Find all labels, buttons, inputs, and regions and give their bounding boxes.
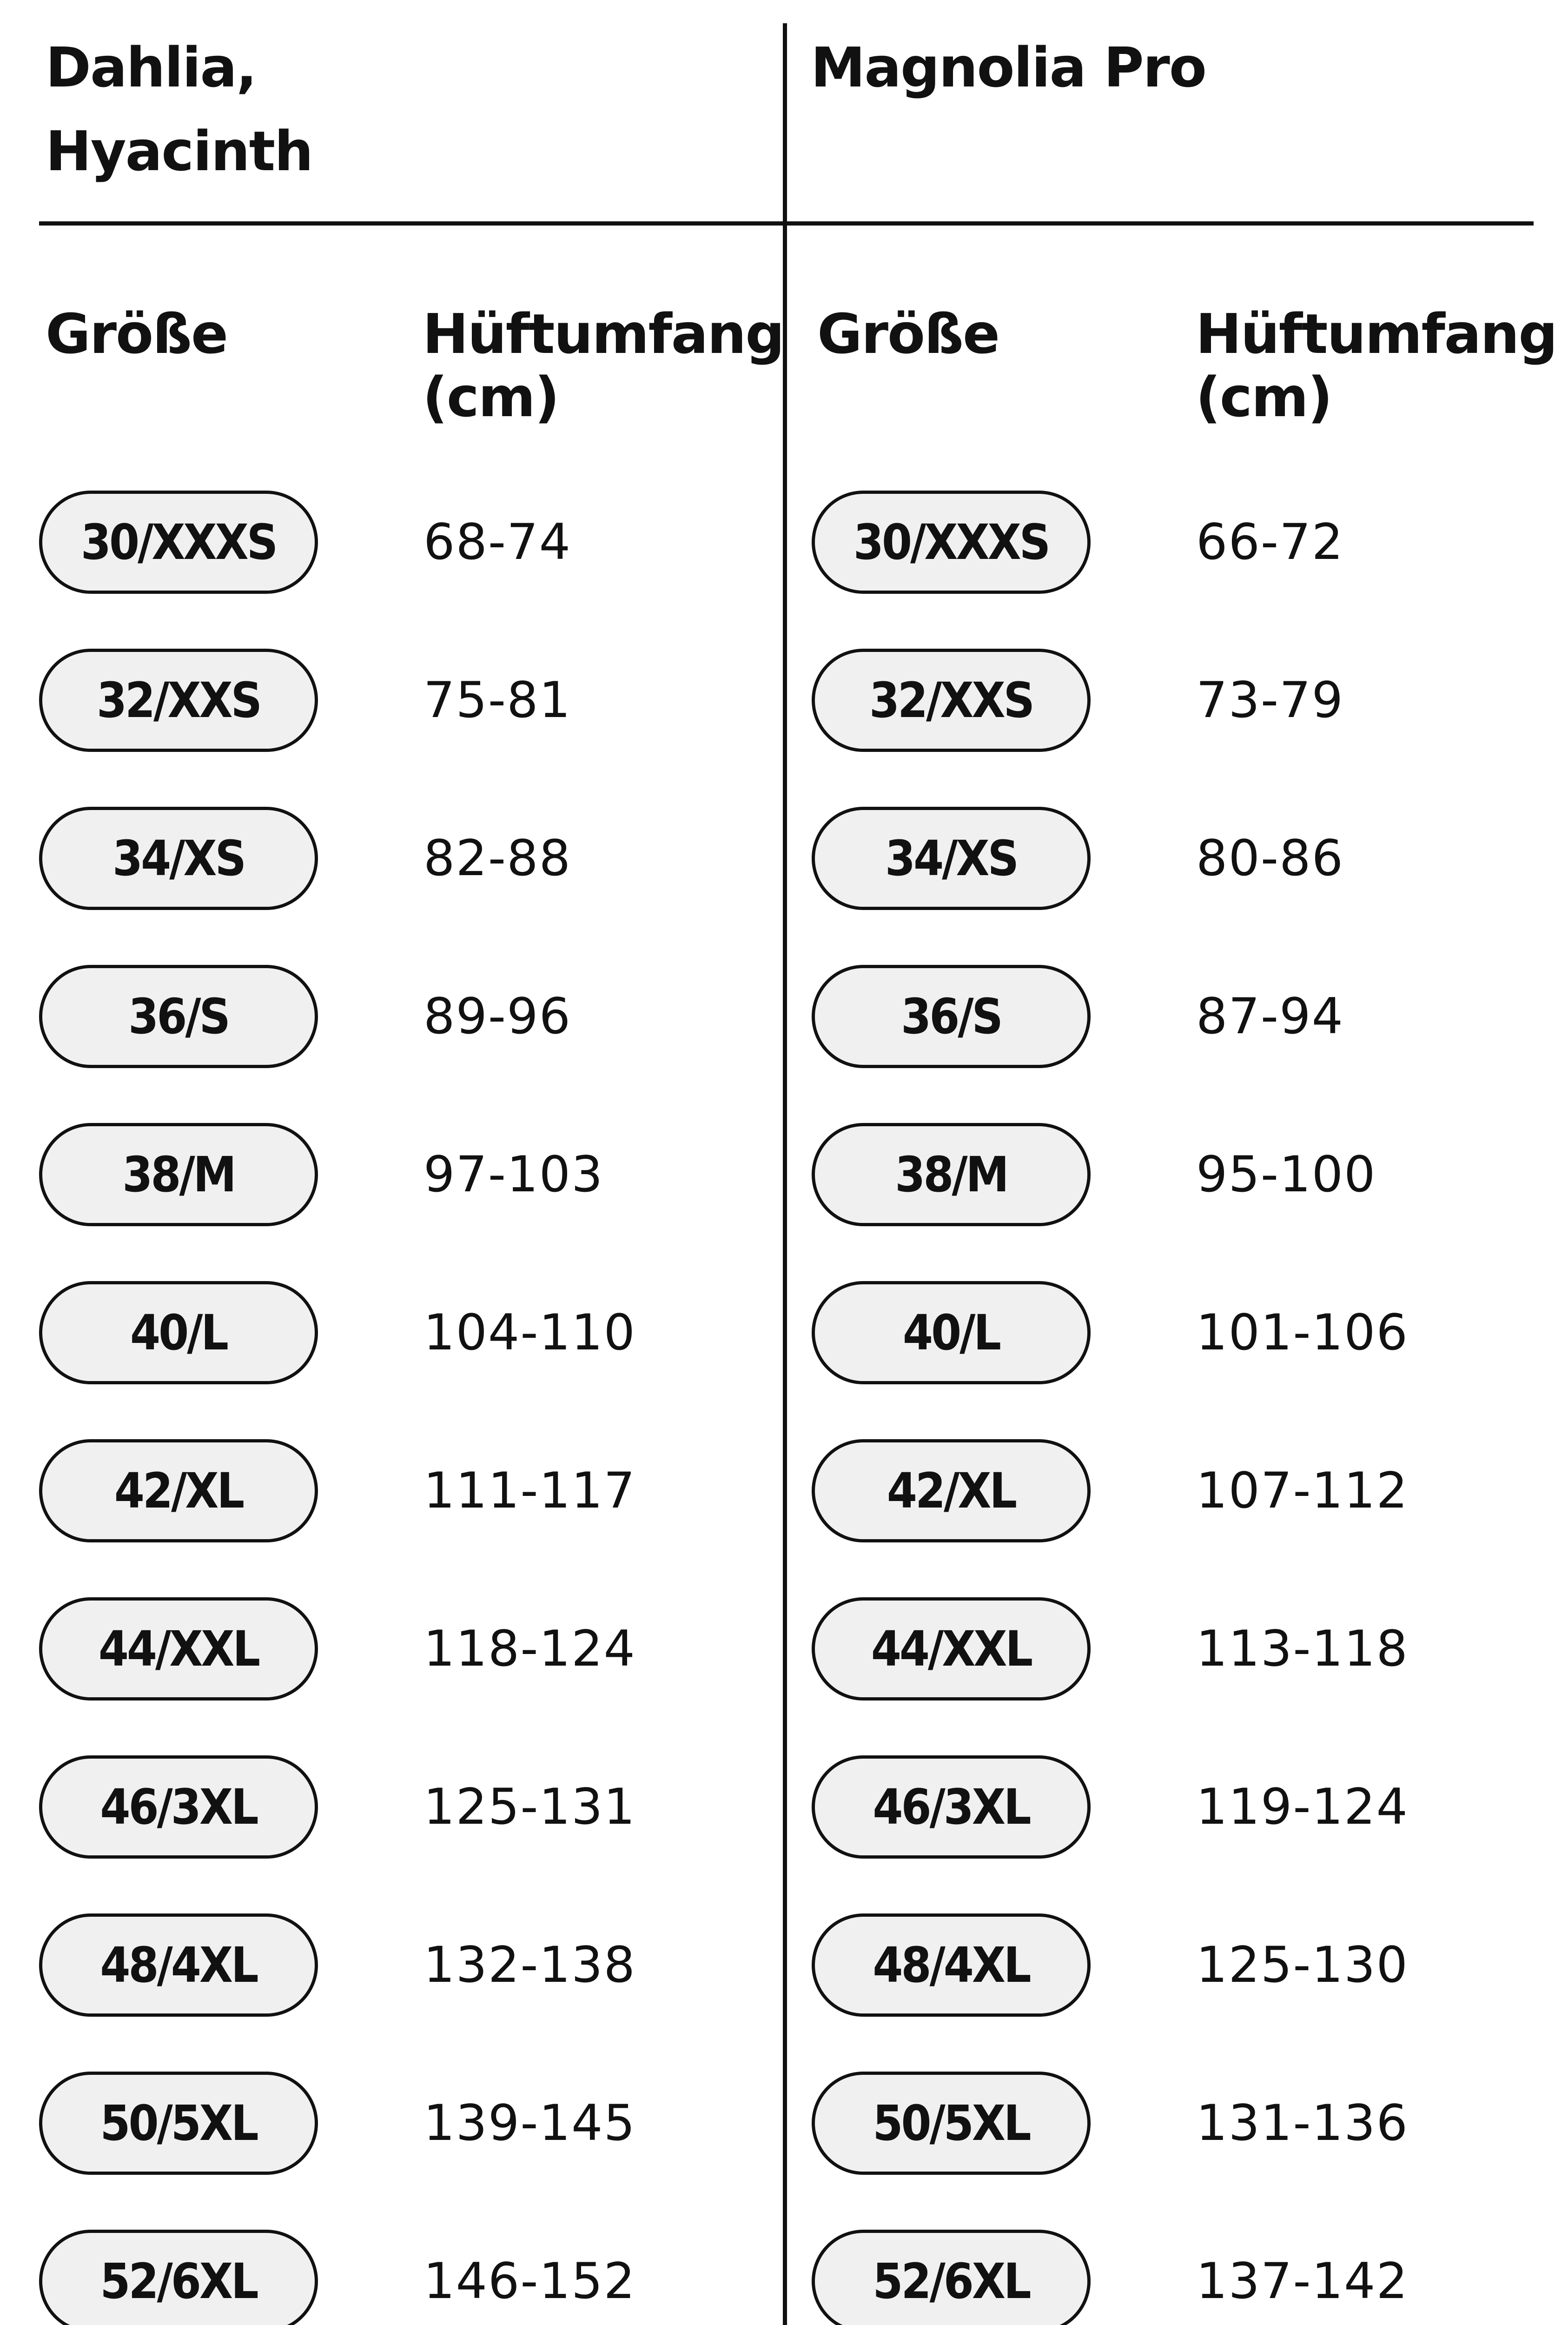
table-row bbox=[812, 1123, 1555, 1281]
size-pill bbox=[812, 491, 1091, 594]
size-pill bbox=[39, 1439, 318, 1542]
hip-range: 66-72 bbox=[1196, 513, 1344, 571]
hip-range: 101-106 bbox=[1196, 1304, 1409, 1361]
size-pill bbox=[812, 1597, 1091, 1701]
size-rows bbox=[39, 491, 783, 2325]
size-pill bbox=[39, 1281, 318, 1384]
size-pill bbox=[812, 807, 1091, 910]
size-label: 34/XS bbox=[885, 830, 1017, 887]
hip-range: 75-81 bbox=[423, 671, 572, 729]
size-label: 38/M bbox=[122, 1146, 235, 1203]
table-row bbox=[39, 1439, 783, 1597]
table-row bbox=[812, 649, 1555, 807]
table-row bbox=[39, 491, 783, 649]
size-label: 50/5XL bbox=[100, 2095, 257, 2152]
hip-range: 113-118 bbox=[1196, 1620, 1409, 1677]
size-label: 36/S bbox=[128, 988, 229, 1045]
hip-range: 125-130 bbox=[1196, 1936, 1409, 1993]
hip-range: 139-145 bbox=[423, 2094, 636, 2152]
size-rows bbox=[812, 491, 1555, 2325]
size-pill bbox=[39, 807, 318, 910]
size-label: 36/S bbox=[901, 988, 1001, 1045]
table-row bbox=[39, 1597, 783, 1755]
hip-range: 104-110 bbox=[423, 1304, 636, 1361]
size-label: 40/L bbox=[130, 1304, 227, 1361]
table-row bbox=[812, 965, 1555, 1123]
table-row bbox=[39, 2230, 783, 2325]
size-label: 52/6XL bbox=[100, 2253, 257, 2310]
size-pill bbox=[812, 2072, 1091, 2175]
size-pill bbox=[39, 1123, 318, 1226]
hip-range: 137-142 bbox=[1196, 2252, 1409, 2310]
hip-range: 132-138 bbox=[423, 1936, 636, 1993]
table-row bbox=[39, 965, 783, 1123]
size-label: 44/XXL bbox=[871, 1621, 1032, 1677]
table-row bbox=[39, 1755, 783, 1913]
size-pill bbox=[812, 1439, 1091, 1542]
table-row bbox=[812, 1281, 1555, 1439]
hip-range: 87-94 bbox=[1196, 988, 1344, 1045]
size-label: 30/XXXS bbox=[80, 514, 277, 571]
hip-range: 89-96 bbox=[423, 988, 572, 1045]
size-pill bbox=[39, 1597, 318, 1701]
size-label: 44/XXL bbox=[98, 1621, 259, 1677]
table-row bbox=[39, 1913, 783, 2072]
hip-range: 97-103 bbox=[423, 1146, 604, 1203]
hip-range: 68-74 bbox=[423, 513, 572, 571]
table-title: Magnolia Pro bbox=[811, 35, 1206, 100]
size-table-dahlia-hyacinth bbox=[39, 0, 783, 2325]
size-label: 34/XS bbox=[112, 830, 245, 887]
table-row bbox=[39, 1281, 783, 1439]
table-row bbox=[812, 1913, 1555, 2072]
hip-range: 107-112 bbox=[1196, 1462, 1409, 1519]
hip-range: 125-131 bbox=[423, 1778, 636, 1835]
size-label: 52/6XL bbox=[873, 2253, 1030, 2310]
hip-range: 73-79 bbox=[1196, 671, 1344, 729]
size-label: 40/L bbox=[903, 1304, 999, 1361]
size-pill bbox=[812, 649, 1091, 752]
hip-range: 131-136 bbox=[1196, 2094, 1409, 2152]
hip-range: 146-152 bbox=[423, 2252, 636, 2310]
table-row bbox=[39, 807, 783, 965]
hip-range: 82-88 bbox=[423, 830, 572, 887]
size-pill bbox=[39, 965, 318, 1068]
hip-column-header: Hüftumfang (cm) bbox=[1196, 302, 1557, 429]
hip-range: 80-86 bbox=[1196, 830, 1344, 887]
size-pill bbox=[812, 2230, 1091, 2325]
size-pill bbox=[812, 965, 1091, 1068]
table-row bbox=[812, 2072, 1555, 2230]
hip-range: 111-117 bbox=[423, 1462, 636, 1519]
size-label: 38/M bbox=[895, 1146, 1007, 1203]
size-pill bbox=[812, 1123, 1091, 1226]
table-row bbox=[812, 1439, 1555, 1597]
table-title: Dahlia, Hyacinth bbox=[46, 35, 313, 183]
table-row bbox=[39, 1123, 783, 1281]
size-label: 32/XXS bbox=[96, 672, 261, 729]
table-row bbox=[39, 649, 783, 807]
table-row bbox=[812, 2230, 1555, 2325]
table-row bbox=[812, 1755, 1555, 1913]
size-label: 46/3XL bbox=[873, 1779, 1030, 1835]
hip-range: 118-124 bbox=[423, 1620, 636, 1677]
size-label: 42/XL bbox=[887, 1462, 1016, 1519]
size-label: 48/4XL bbox=[100, 1937, 257, 1993]
size-pill bbox=[812, 1281, 1091, 1384]
size-pill bbox=[39, 2072, 318, 2175]
hip-column-header: Hüftumfang (cm) bbox=[423, 302, 784, 429]
size-table-magnolia-pro bbox=[812, 0, 1555, 2325]
size-column-header: Größe bbox=[46, 302, 228, 366]
size-label: 30/XXXS bbox=[853, 514, 1049, 571]
size-pill bbox=[812, 1755, 1091, 1859]
hip-range: 119-124 bbox=[1196, 1778, 1409, 1835]
size-label: 32/XXS bbox=[869, 672, 1033, 729]
size-label: 48/4XL bbox=[873, 1937, 1030, 1993]
size-pill bbox=[39, 2230, 318, 2325]
table-row bbox=[812, 1597, 1555, 1755]
size-pill bbox=[39, 491, 318, 594]
size-label: 50/5XL bbox=[873, 2095, 1030, 2152]
size-pill bbox=[39, 649, 318, 752]
size-column-header: Größe bbox=[817, 302, 999, 366]
hip-range: 95-100 bbox=[1196, 1146, 1376, 1203]
size-pill bbox=[39, 1755, 318, 1859]
size-pill bbox=[39, 1913, 318, 2017]
table-row bbox=[39, 2072, 783, 2230]
size-label: 46/3XL bbox=[100, 1779, 257, 1835]
size-pill bbox=[812, 1913, 1091, 2017]
size-label: 42/XL bbox=[114, 1462, 243, 1519]
table-row bbox=[812, 807, 1555, 965]
table-row bbox=[812, 491, 1555, 649]
